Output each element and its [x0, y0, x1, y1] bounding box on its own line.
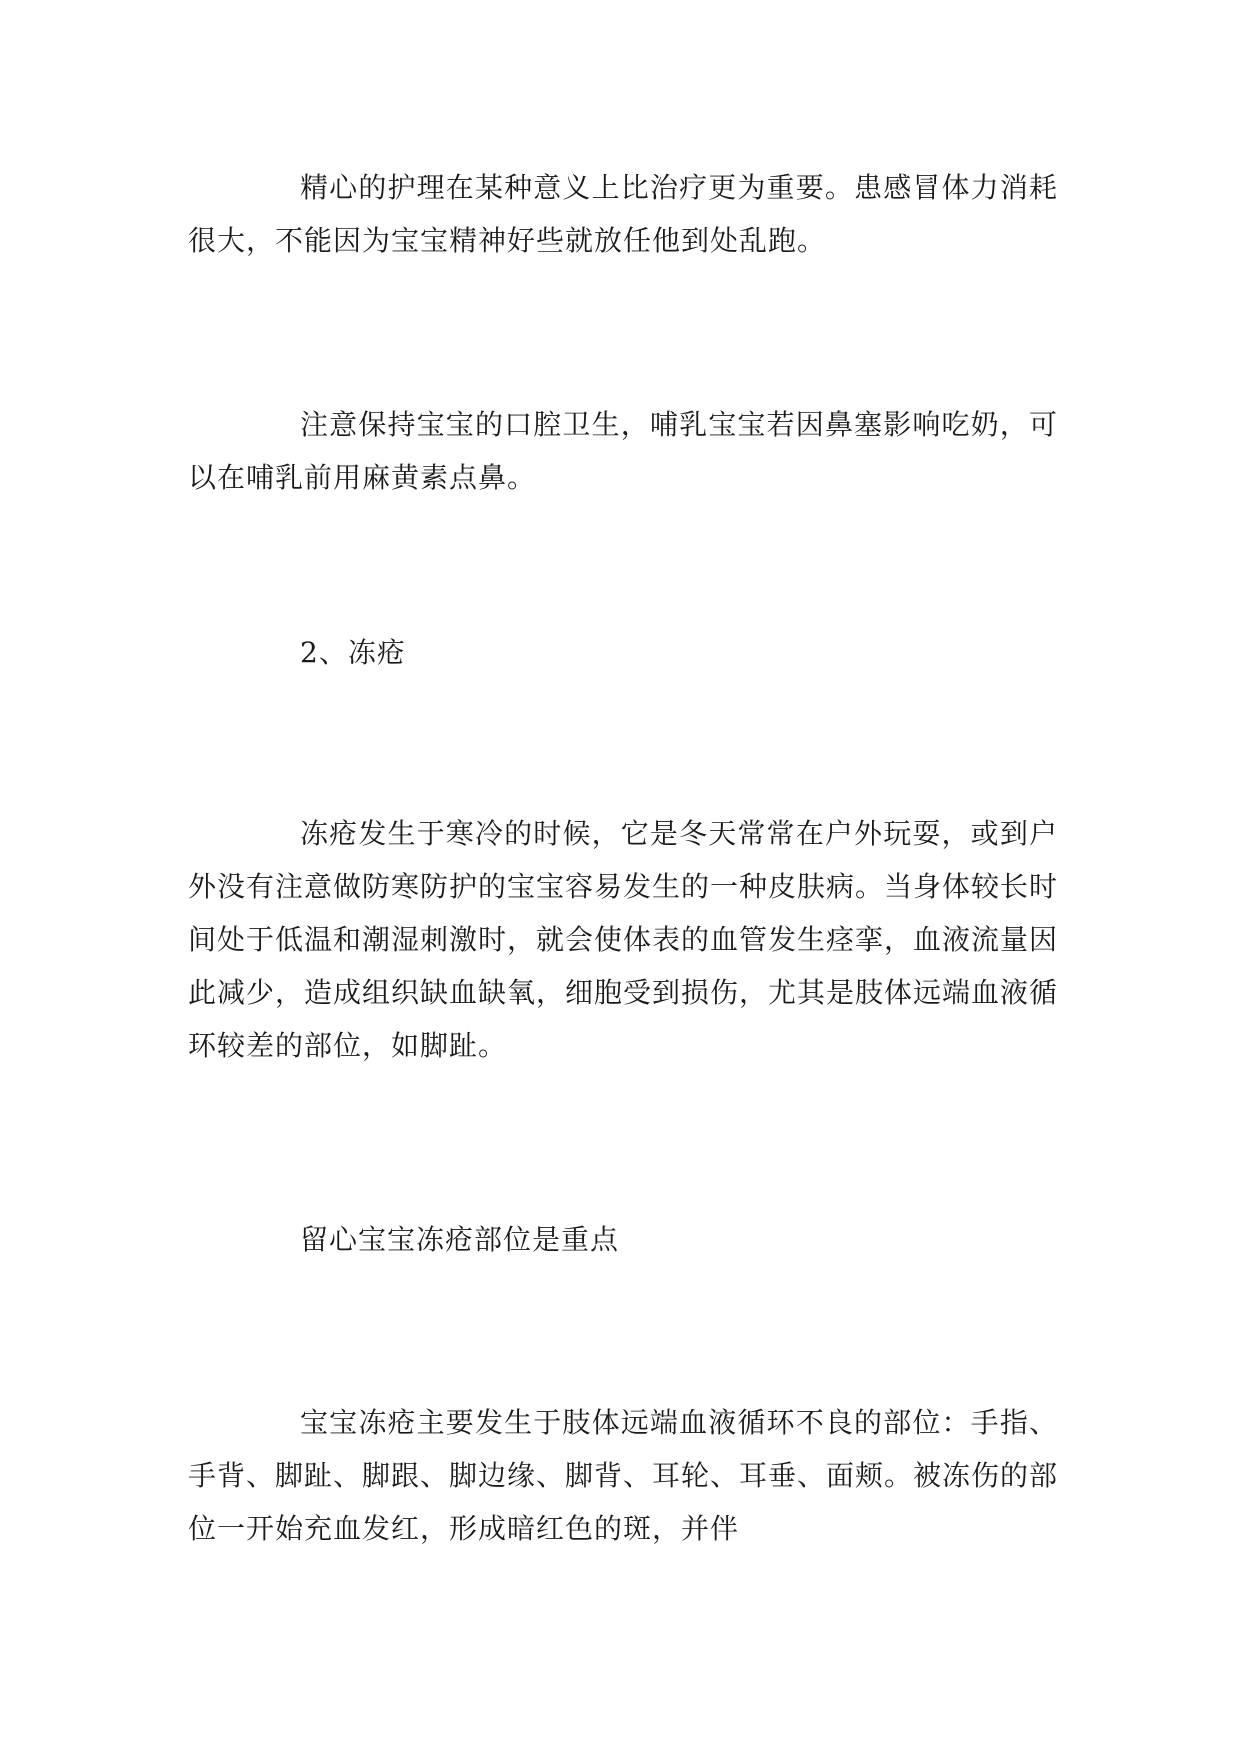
paragraph-frostbite-sites: 宝宝冻疮主要发生于肢体远端血液循环不良的部位：手指、手背、脚趾、脚跟、脚边缘、脚背、耳轮、耳垂、面颊。被冻伤的部位一开始充血发红，形成暗红色的斑，并伴	[188, 1406, 1059, 1545]
paragraph-oral-hygiene: 注意保持宝宝的口腔卫生，哺乳宝宝若因鼻塞影响吃奶，可以在哺乳前用麻黄素点鼻。	[188, 408, 1058, 494]
paragraph-frostbite-cause: 冻疮发生于寒冷的时候，它是冬天常常在户外玩耍，或到户外没有注意做防寒防护的宝宝容易发生的一种皮肤病。当身体较长时间处于低温和潮湿刺激时，就会使体表的血管发生痉挛，血液流量因此减少，造成组织缺血缺氧，细胞受到损伤，尤其是肢体远端血液循环较差的部位，如脚趾。	[188, 817, 1059, 1062]
paragraph-care-importance: 精心的护理在某种意义上比治疗更为重要。患感冒体力消耗很大，不能因为宝宝精神好些就放任他到处乱跑。	[188, 171, 1058, 257]
subheading-frostbite-sites: 留心宝宝冻疮部位是重点	[300, 1223, 620, 1256]
section-heading-frostbite: 2、冻疮	[300, 636, 406, 669]
